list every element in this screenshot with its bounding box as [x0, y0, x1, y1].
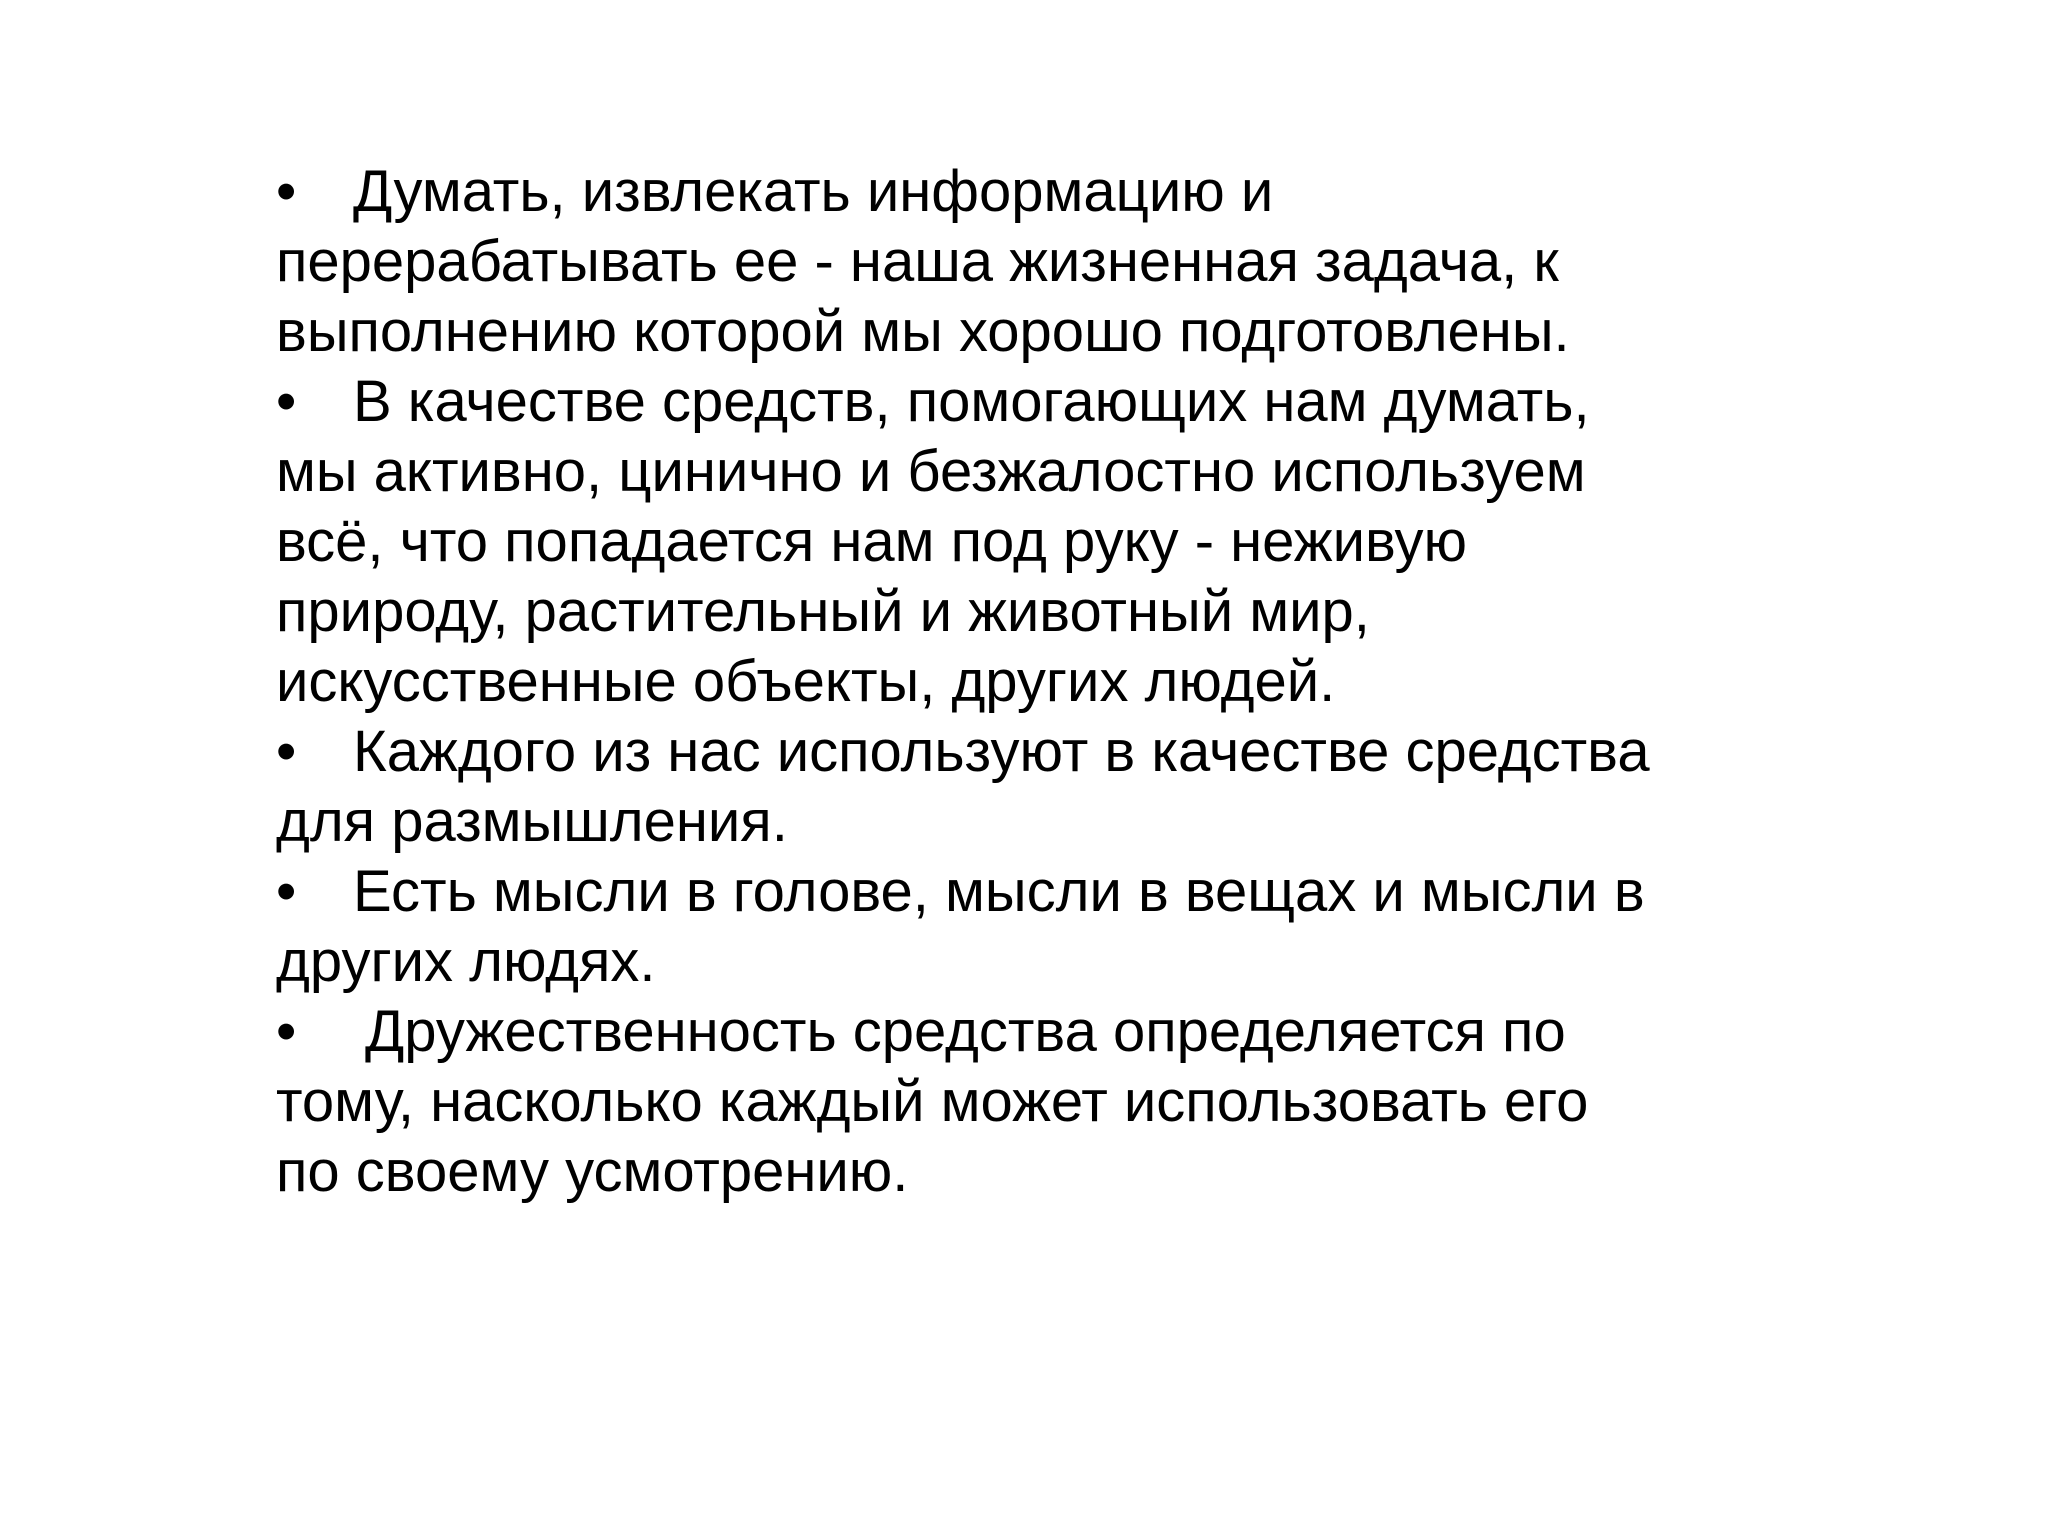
bullet-line [276, 157, 1796, 227]
bullet-text: тому, насколько каждый может использовать его [276, 1069, 1589, 1134]
bullet-line [276, 717, 1796, 787]
bullet-text: Каждого из нас используют в качестве средства [353, 719, 1650, 784]
bullet-line [276, 367, 1796, 437]
bullet-text: всё, что попадается нам под руку - неживую [276, 509, 1468, 574]
bullet-item-2 [276, 367, 1796, 717]
bullet-text: перерабатывать ее - наша жизненная задача, к [276, 229, 1559, 294]
bullet-item-4 [276, 857, 1796, 997]
bullet-text: Дружественность средства определяется по [365, 999, 1566, 1064]
bullet-text: природу, растительный и животный мир, [276, 579, 1370, 644]
bullet-text: Есть мысли в голове, мысли в вещах и мысли в [353, 859, 1645, 924]
bullet-text: для размышления. [276, 789, 788, 854]
bullet-icon: • [276, 159, 297, 224]
bullet-list [276, 157, 1796, 1207]
bullet-icon: • [276, 999, 297, 1064]
bullet-text: мы активно, цинично и безжалостно используем [276, 439, 1586, 504]
bullet-line [276, 857, 1796, 927]
bullet-item-5 [276, 997, 1796, 1207]
bullet-text: других людях. [276, 929, 656, 994]
bullet-text: В качестве средств, помогающих нам думать, [353, 369, 1590, 434]
bullet-item-1 [276, 157, 1796, 367]
bullet-text: Думать, извлекать информацию и [353, 159, 1274, 224]
bullet-text: выполнению которой мы хорошо подготовлены. [276, 299, 1570, 364]
bullet-text: искусственные объекты, других людей. [276, 649, 1336, 714]
bullet-text: по своему усмотрению. [276, 1139, 909, 1204]
bullet-icon: • [276, 369, 297, 434]
bullet-icon: • [276, 859, 297, 924]
bullet-icon: • [276, 719, 297, 784]
bullet-line [276, 997, 1796, 1067]
bullet-item-3 [276, 717, 1796, 857]
